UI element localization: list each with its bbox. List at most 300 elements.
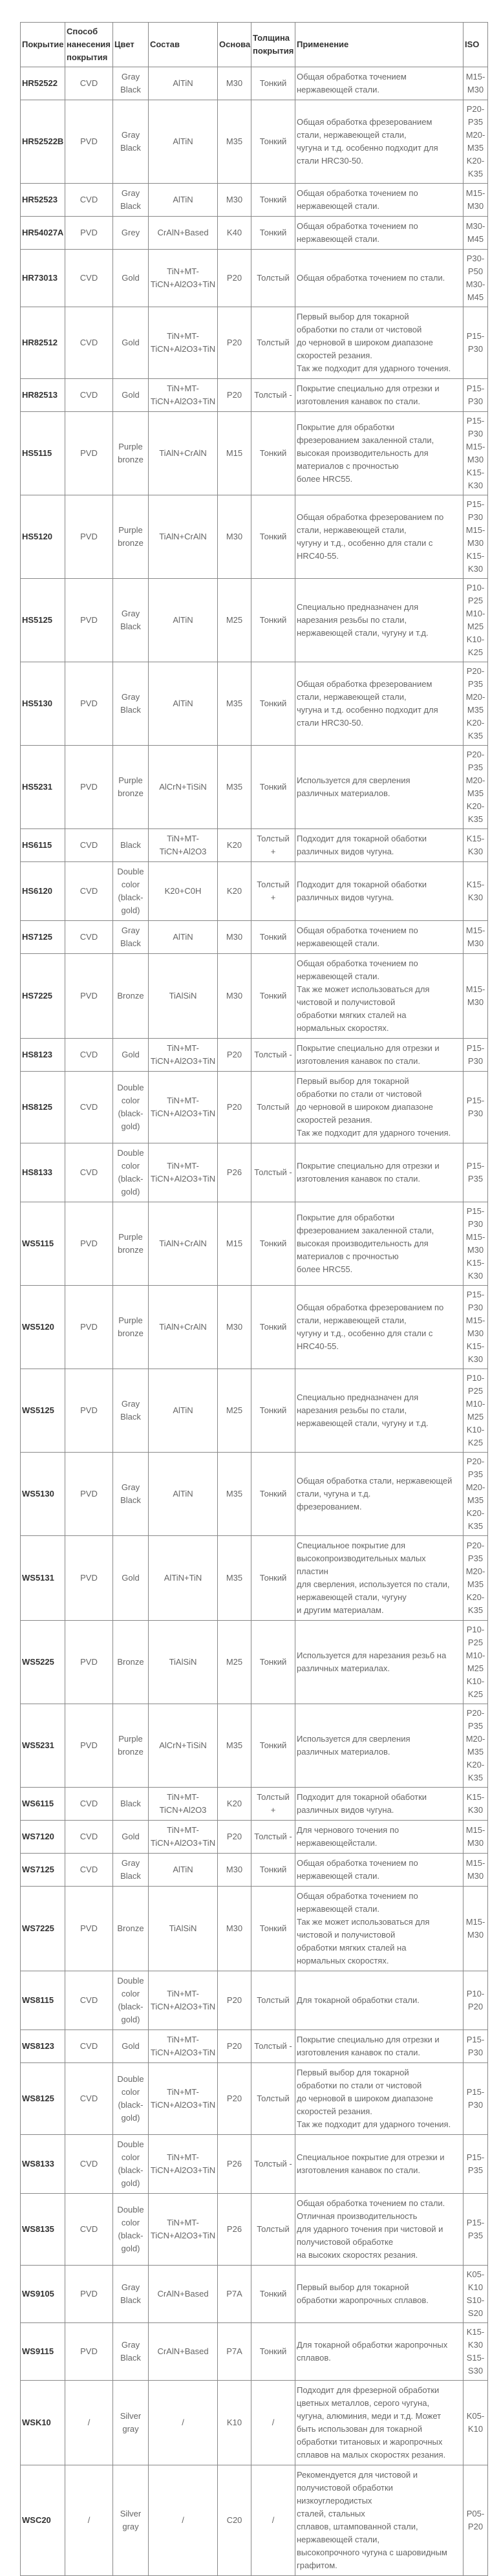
cell-coating-code: WS8115 [21, 1971, 65, 2030]
cell-application: Первый выбор для токарной обработки по стали от чистовой до черновой в широком диапазоне скоростей резания. Так же подходит для ударного точения. [295, 307, 464, 379]
table-row [21, 662, 488, 746]
table-row [21, 2465, 488, 2576]
cell-color: Double color (black-gold) [113, 1072, 149, 1143]
table-body [21, 67, 488, 2576]
cell-coating-code: WS9115 [21, 2323, 65, 2381]
table-row [21, 184, 488, 217]
cell-composition: TiN+MT- TiCN+Al2O3+TiN [149, 2030, 218, 2063]
cell-application: Общая обработка точением по нержавеющей стали. [295, 1854, 464, 1887]
cell-composition: AlTiN [149, 921, 218, 954]
cell-color: Gray Black [113, 100, 149, 184]
cell-composition: AlTiN+TiN [149, 1536, 218, 1621]
cell-composition: CrAlN+Based [149, 2266, 218, 2323]
cell-composition: AlCrN+TiSiN [149, 1704, 218, 1788]
cell-color: Purple bronze [113, 412, 149, 495]
cell-composition: TiAlSiN [149, 1621, 218, 1704]
cell-coating-code: HS6120 [21, 862, 65, 921]
table-row [21, 954, 488, 1039]
cell-method: CVD [65, 2063, 113, 2135]
cell-thickness: Тонкий [251, 2266, 295, 2323]
cell-composition: TiN+MT- TiCN+Al2O3+TiN [149, 1072, 218, 1143]
table-row [21, 1453, 488, 1536]
cell-composition: AlTiN [149, 184, 218, 217]
cell-coating-code: WS5130 [21, 1453, 65, 1536]
cell-composition: TiN+MT- TiCN+Al2O3+TiN [149, 1039, 218, 1072]
cell-base: P20 [218, 2063, 251, 2135]
cell-coating-code: WS5125 [21, 1369, 65, 1453]
cell-application: Общая обработка фрезерованием по стали, нержавеющей стали, чугуну и т.д., особенно для стали с HRC40-55. [295, 495, 464, 579]
cell-iso: P15- P30 M15- M30 K15- K30 [464, 495, 488, 579]
cell-iso: M15- M30 [464, 184, 488, 217]
cell-iso: K15- K30 [464, 862, 488, 921]
cell-base: P20 [218, 1821, 251, 1854]
cell-thickness: Толстый [251, 1072, 295, 1143]
cell-application: Общая обработка точением нержавеющей стали. [295, 67, 464, 100]
cell-base: P7A [218, 2266, 251, 2323]
cell-color: Gray Black [113, 184, 149, 217]
table-row [21, 1369, 488, 1453]
cell-thickness: Тонкий [251, 1854, 295, 1887]
cell-iso: P15- P30 [464, 307, 488, 379]
cell-iso: P10- P25 M10- M25 K10- K25 [464, 1369, 488, 1453]
cell-application: Подходит для токарной обаботки различных видов чугуна. [295, 862, 464, 921]
cell-application: Подходит для токарной обаботки различных видов чугуна. [295, 829, 464, 862]
table-row [21, 217, 488, 250]
cell-coating-code: HR52522B [21, 100, 65, 184]
cell-thickness: Тонкий [251, 184, 295, 217]
cell-iso: P15- P30 M15- M30 K15- K30 [464, 1286, 488, 1369]
cell-iso: P15- P30 [464, 1072, 488, 1143]
header-color: Цвет [113, 23, 149, 67]
cell-color: Black [113, 829, 149, 862]
cell-composition: TiN+MT- TiCN+Al2O3 [149, 1788, 218, 1821]
cell-base: K10 [218, 2381, 251, 2465]
cell-application: Для токарной обработки стали. [295, 1971, 464, 2030]
cell-base: P20 [218, 2030, 251, 2063]
cell-iso: P15- P30 [464, 379, 488, 412]
cell-color: Gold [113, 2030, 149, 2063]
cell-composition: AlTiN [149, 1453, 218, 1536]
cell-color: Gold [113, 1039, 149, 1072]
cell-coating-code: HR52522 [21, 67, 65, 100]
cell-composition: TiAlSiN [149, 954, 218, 1039]
cell-coating-code: WS7125 [21, 1854, 65, 1887]
cell-thickness: Толстый [251, 307, 295, 379]
cell-iso: K05- K10 S10- S20 [464, 2266, 488, 2323]
table-row [21, 1704, 488, 1788]
cell-coating-code: WS7120 [21, 1821, 65, 1854]
cell-coating-code: WSK10 [21, 2381, 65, 2465]
cell-base: M30 [218, 1286, 251, 1369]
cell-method: CVD [65, 921, 113, 954]
cell-composition: AlTiN [149, 662, 218, 746]
cell-application: Специально предназначен для нарезания резьбы по стали, нержавеющей стали, чугуну и т.д. [295, 579, 464, 662]
cell-iso: M15- M30 [464, 954, 488, 1039]
cell-application: Для токарной обработки жаропрочных сплавов. [295, 2323, 464, 2381]
cell-composition: TiAlN+CrAlN [149, 412, 218, 495]
cell-thickness: Тонкий [251, 1453, 295, 1536]
cell-composition: TiAlSiN [149, 1887, 218, 1971]
cell-method: CVD [65, 829, 113, 862]
cell-coating-code: WS8123 [21, 2030, 65, 2063]
cell-coating-code: HS5231 [21, 746, 65, 829]
cell-color: Purple bronze [113, 1704, 149, 1788]
cell-thickness: Тонкий [251, 412, 295, 495]
cell-iso: M15- M30 [464, 1854, 488, 1887]
cell-coating-code: HS8123 [21, 1039, 65, 1072]
cell-base: M30 [218, 67, 251, 100]
cell-thickness: Толстый - [251, 2030, 295, 2063]
cell-iso: P10- P25 M10- M25 K10- K25 [464, 1621, 488, 1704]
table-row [21, 579, 488, 662]
cell-composition: AlTiN [149, 579, 218, 662]
cell-method: CVD [65, 1039, 113, 1072]
cell-color: Gray Black [113, 2266, 149, 2323]
cell-composition: CrAlN+Based [149, 2323, 218, 2381]
header-application: Применение [295, 23, 464, 67]
cell-iso: M15- M30 [464, 1887, 488, 1971]
cell-color: Double color (black-gold) [113, 862, 149, 921]
cell-application: Используется для нарезания резьб на различных материалах. [295, 1621, 464, 1704]
cell-method: PVD [65, 1286, 113, 1369]
cell-thickness: Тонкий [251, 1621, 295, 1704]
cell-base: P20 [218, 250, 251, 307]
table-row [21, 1039, 488, 1072]
cell-thickness: Тонкий [251, 495, 295, 579]
cell-color: Gold [113, 1536, 149, 1621]
cell-method: PVD [65, 2266, 113, 2323]
cell-color: Gold [113, 1821, 149, 1854]
cell-base: M30 [218, 1887, 251, 1971]
cell-method: CVD [65, 862, 113, 921]
cell-method: CVD [65, 379, 113, 412]
cell-coating-code: WS5131 [21, 1536, 65, 1621]
table-header-row [21, 23, 488, 67]
cell-thickness: Тонкий [251, 579, 295, 662]
cell-thickness: Толстый - [251, 2135, 295, 2194]
cell-composition: AlTiN [149, 1369, 218, 1453]
cell-method: PVD [65, 746, 113, 829]
cell-color: Gray Black [113, 579, 149, 662]
cell-application: Общая обработка стали, нержавеющей стали, чугуна и т.д. фрезерованием. [295, 1453, 464, 1536]
cell-base: M30 [218, 1854, 251, 1887]
cell-iso: K15- K30 [464, 1788, 488, 1821]
table-row [21, 2194, 488, 2266]
cell-iso: P30- P50 M30- M45 [464, 250, 488, 307]
cell-coating-code: HR54027A [21, 217, 65, 250]
table-row [21, 100, 488, 184]
table-row [21, 2030, 488, 2063]
cell-iso: P20- P35 M20- M35 K20- K35 [464, 1453, 488, 1536]
cell-color: Gray Black [113, 67, 149, 100]
cell-coating-code: HS7225 [21, 954, 65, 1039]
header-iso: ISO [464, 23, 488, 67]
cell-application: Покрытие специально для отрезки и изготовления канавок по стали. [295, 1143, 464, 1202]
table-row [21, 495, 488, 579]
cell-color: Purple bronze [113, 1202, 149, 1286]
cell-composition: TiN+MT- TiCN+Al2O3+TiN [149, 2135, 218, 2194]
cell-coating-code: WS8135 [21, 2194, 65, 2266]
cell-application: Общая обработка точением по стали. Отличная производительность для ударного точения при чистовой и получистовой обработке на высоких скоростях резания. [295, 2194, 464, 2266]
cell-application: Специальное покрытие для отрезки и изготовления канавок по стали. [295, 2135, 464, 2194]
cell-method: PVD [65, 100, 113, 184]
cell-application: Покрытие специально для отрезки и изготовления канавок по стали. [295, 2030, 464, 2063]
cell-method: PVD [65, 412, 113, 495]
cell-base: P20 [218, 1971, 251, 2030]
cell-base: P7A [218, 2323, 251, 2381]
cell-thickness: Толстый [251, 250, 295, 307]
table-row [21, 1854, 488, 1887]
cell-iso: P20- P35 M20- M35 K20- K35 [464, 100, 488, 184]
cell-base: P20 [218, 1072, 251, 1143]
cell-color: Grey [113, 217, 149, 250]
cell-thickness: Толстый - [251, 379, 295, 412]
cell-thickness: Тонкий [251, 1286, 295, 1369]
cell-coating-code: HS8133 [21, 1143, 65, 1202]
table-row [21, 829, 488, 862]
cell-base: M25 [218, 1369, 251, 1453]
cell-application: Общая обработка фрезерованием по стали, нержавеющей стали, чугуну и т.д., особенно для стали с HRC40-55. [295, 1286, 464, 1369]
cell-method: PVD [65, 1202, 113, 1286]
cell-iso: P15- P30 [464, 2030, 488, 2063]
cell-color: Bronze [113, 954, 149, 1039]
cell-iso: K15- K30 S15- S30 [464, 2323, 488, 2381]
cell-iso: P05- P20 [464, 2465, 488, 2576]
cell-thickness: / [251, 2381, 295, 2465]
cell-base: P26 [218, 2194, 251, 2266]
table-row [21, 1286, 488, 1369]
cell-composition: TiAlN+CrAlN [149, 1286, 218, 1369]
cell-method: PVD [65, 1621, 113, 1704]
cell-composition: / [149, 2381, 218, 2465]
cell-color: Purple bronze [113, 1286, 149, 1369]
cell-coating-code: WSC20 [21, 2465, 65, 2576]
cell-composition: TiN+MT- TiCN+Al2O3+TiN [149, 2194, 218, 2266]
table-row [21, 1536, 488, 1621]
table-row [21, 746, 488, 829]
cell-method: PVD [65, 1369, 113, 1453]
cell-composition: TiN+MT- TiCN+Al2O3+TiN [149, 1143, 218, 1202]
cell-base: M30 [218, 921, 251, 954]
table-row [21, 250, 488, 307]
table-row [21, 2266, 488, 2323]
cell-color: Gray Black [113, 1369, 149, 1453]
cell-iso: P15- P35 [464, 2135, 488, 2194]
cell-method: CVD [65, 184, 113, 217]
cell-thickness: Тонкий [251, 100, 295, 184]
cell-thickness: Толстый + [251, 1788, 295, 1821]
cell-method: / [65, 2381, 113, 2465]
cell-method: CVD [65, 1854, 113, 1887]
cell-base: M35 [218, 1453, 251, 1536]
cell-base: M35 [218, 662, 251, 746]
cell-base: M35 [218, 1704, 251, 1788]
header-base: Основа [218, 23, 251, 67]
cell-thickness: Толстый + [251, 829, 295, 862]
cell-thickness: Толстый - [251, 1143, 295, 1202]
cell-thickness: Тонкий [251, 217, 295, 250]
cell-iso: M30- M45 [464, 217, 488, 250]
cell-method: PVD [65, 1453, 113, 1536]
cell-color: Black [113, 1788, 149, 1821]
cell-application: Специальное покрытие для высокопроизводительных малых пластин для сверления, используется по стали, нержавеющей стали, чугуну и другим материалам. [295, 1536, 464, 1621]
header-thickness: Толщина покрытия [251, 23, 295, 67]
cell-coating-code: HS8125 [21, 1072, 65, 1143]
cell-coating-code: WS5231 [21, 1704, 65, 1788]
cell-color: Double color (black-gold) [113, 2063, 149, 2135]
cell-application: Общая обработка точением по нержавеющей стали. Так же может использоваться для чистовой и получистовой обработки мягких сталей на нормальных скоростях. [295, 954, 464, 1039]
cell-application: Подходит для фрезерной обработки цветных металлов, серого чугуна, чугуна, алюминия, меди и т.д. Может быть использован для токарной обработки титановых и жаропрочных сплавов на малых скоростях резания. [295, 2381, 464, 2465]
cell-coating-code: HS5115 [21, 412, 65, 495]
header-coating: Покрытие [21, 23, 65, 67]
cell-thickness: Тонкий [251, 67, 295, 100]
cell-composition: AlTiN [149, 67, 218, 100]
coatings-table [20, 22, 488, 2576]
cell-composition: / [149, 2465, 218, 2576]
cell-iso: K05- K10 [464, 2381, 488, 2465]
table-row [21, 1072, 488, 1143]
cell-method: PVD [65, 954, 113, 1039]
cell-application: Специально предназначен для нарезания резьбы по стали, нержавеющей стали, чугуну и т.д. [295, 1369, 464, 1453]
table-row [21, 2381, 488, 2465]
cell-composition: TiAlN+CrAlN [149, 1202, 218, 1286]
cell-coating-code: WS8125 [21, 2063, 65, 2135]
cell-iso: P15- P30 M15- M30 K15- K30 [464, 1202, 488, 1286]
cell-base: P26 [218, 1143, 251, 1202]
cell-thickness: Толстый + [251, 862, 295, 921]
cell-composition: K20+C0H [149, 862, 218, 921]
cell-composition: TiN+MT- TiCN+Al2O3+TiN [149, 250, 218, 307]
cell-iso: M15- M30 [464, 67, 488, 100]
cell-color: Gray Black [113, 1854, 149, 1887]
cell-thickness: Толстый - [251, 1821, 295, 1854]
table-row [21, 2323, 488, 2381]
header-method: Способ нанесения покрытия [65, 23, 113, 67]
cell-base: M30 [218, 184, 251, 217]
cell-color: Double color (black-gold) [113, 2135, 149, 2194]
cell-thickness: Тонкий [251, 1369, 295, 1453]
cell-application: Общая обработка точением по стали. [295, 250, 464, 307]
cell-method: PVD [65, 495, 113, 579]
cell-base: P20 [218, 1039, 251, 1072]
cell-coating-code: WS5115 [21, 1202, 65, 1286]
cell-coating-code: HR82513 [21, 379, 65, 412]
cell-method: CVD [65, 2194, 113, 2266]
cell-method: PVD [65, 1887, 113, 1971]
cell-coating-code: HS5130 [21, 662, 65, 746]
cell-method: PVD [65, 1704, 113, 1788]
cell-composition: TiN+MT- TiCN+Al2O3+TiN [149, 1971, 218, 2030]
cell-iso: P15- P35 [464, 2194, 488, 2266]
cell-thickness: Толстый [251, 2194, 295, 2266]
table-row [21, 862, 488, 921]
table-row [21, 1202, 488, 1286]
cell-application: Общая обработка точением по нержавеющей стали. [295, 921, 464, 954]
cell-base: M35 [218, 100, 251, 184]
cell-application: Для чернового точения по нержавеющейстали. [295, 1821, 464, 1854]
cell-base: M30 [218, 954, 251, 1039]
cell-color: Purple bronze [113, 495, 149, 579]
cell-composition: TiN+MT- TiCN+Al2O3+TiN [149, 307, 218, 379]
cell-method: / [65, 2465, 113, 2576]
cell-thickness: Толстый [251, 2063, 295, 2135]
cell-composition: TiN+MT- TiCN+Al2O3+TiN [149, 1821, 218, 1854]
cell-base: M35 [218, 1536, 251, 1621]
cell-base: M15 [218, 412, 251, 495]
cell-thickness: Тонкий [251, 2323, 295, 2381]
cell-application: Первый выбор для токарной обработки по стали от чистовой до черновой в широком диапазоне скоростей резания. Так же подходит для ударного точения. [295, 2063, 464, 2135]
header-composition: Состав [149, 23, 218, 67]
cell-base: K20 [218, 829, 251, 862]
cell-iso: M15- M30 [464, 921, 488, 954]
cell-method: CVD [65, 250, 113, 307]
cell-method: CVD [65, 307, 113, 379]
cell-iso: P10- P20 [464, 1971, 488, 2030]
cell-thickness: Тонкий [251, 1704, 295, 1788]
cell-coating-code: WS7225 [21, 1887, 65, 1971]
cell-composition: AlTiN [149, 100, 218, 184]
cell-method: CVD [65, 1072, 113, 1143]
cell-method: CVD [65, 1821, 113, 1854]
cell-application: Общая обработка фрезерованием стали, нержавеющей стали, чугуна и т.д. особенно подходит для стали HRC30-50. [295, 662, 464, 746]
table-row [21, 1971, 488, 2030]
cell-thickness: / [251, 2465, 295, 2576]
cell-base: M15 [218, 1202, 251, 1286]
cell-application: Общая обработка точением по нержавеющей стали. [295, 184, 464, 217]
cell-color: Gray Black [113, 2323, 149, 2381]
cell-composition: TiN+MT- TiCN+Al2O3+TiN [149, 2063, 218, 2135]
cell-application: Рекомендуется для чистовой и получистовой обработки низкоуглеродистых сталей, стальных сплавов, штампованной стали, нержавеющей стали, высокопрочного чугуна с шаровидным графитом. [295, 2465, 464, 2576]
cell-composition: AlCrN+TiSiN [149, 746, 218, 829]
cell-coating-code: HS6115 [21, 829, 65, 862]
table-row [21, 2135, 488, 2194]
table-row [21, 1887, 488, 1971]
cell-application: Первый выбор для токарной обработки по стали от чистовой до черновой в широком диапазоне скоростей резания. Так же подходит для ударного точения. [295, 1072, 464, 1143]
cell-color: Purple bronze [113, 746, 149, 829]
cell-thickness: Тонкий [251, 746, 295, 829]
table-row [21, 379, 488, 412]
cell-iso: P20- P35 M20- M35 K20- K35 [464, 1704, 488, 1788]
cell-method: CVD [65, 2135, 113, 2194]
cell-composition: TiN+MT- TiCN+Al2O3+TiN [149, 379, 218, 412]
cell-application: Первый выбор для токарной обработки жаропрочных сплавов. [295, 2266, 464, 2323]
cell-application: Используется для сверления различных материалов. [295, 746, 464, 829]
cell-iso: P15- P35 [464, 1143, 488, 1202]
cell-application: Используется для сверления различных материалов. [295, 1704, 464, 1788]
cell-thickness: Тонкий [251, 921, 295, 954]
cell-iso: K15- K30 [464, 829, 488, 862]
cell-thickness: Толстый [251, 1971, 295, 2030]
cell-thickness: Тонкий [251, 1536, 295, 1621]
cell-coating-code: HS7125 [21, 921, 65, 954]
cell-iso: P10- P25 M10- M25 K10- K25 [464, 579, 488, 662]
table-row [21, 307, 488, 379]
cell-color: Gold [113, 307, 149, 379]
cell-iso: P15- P30 [464, 2063, 488, 2135]
cell-color: Silver gray [113, 2465, 149, 2576]
cell-iso: M15- M30 [464, 1821, 488, 1854]
cell-color: Gold [113, 379, 149, 412]
cell-iso: P20- P35 M20- M35 K20- K35 [464, 1536, 488, 1621]
cell-application: Общая обработка точением по нержавеющей стали. [295, 217, 464, 250]
cell-method: CVD [65, 2030, 113, 2063]
cell-iso: P20- P35 M20- M35 K20- K35 [464, 746, 488, 829]
cell-base: K20 [218, 862, 251, 921]
cell-base: K40 [218, 217, 251, 250]
table-row [21, 2063, 488, 2135]
cell-method: CVD [65, 1971, 113, 2030]
cell-composition: CrAlN+Based [149, 217, 218, 250]
